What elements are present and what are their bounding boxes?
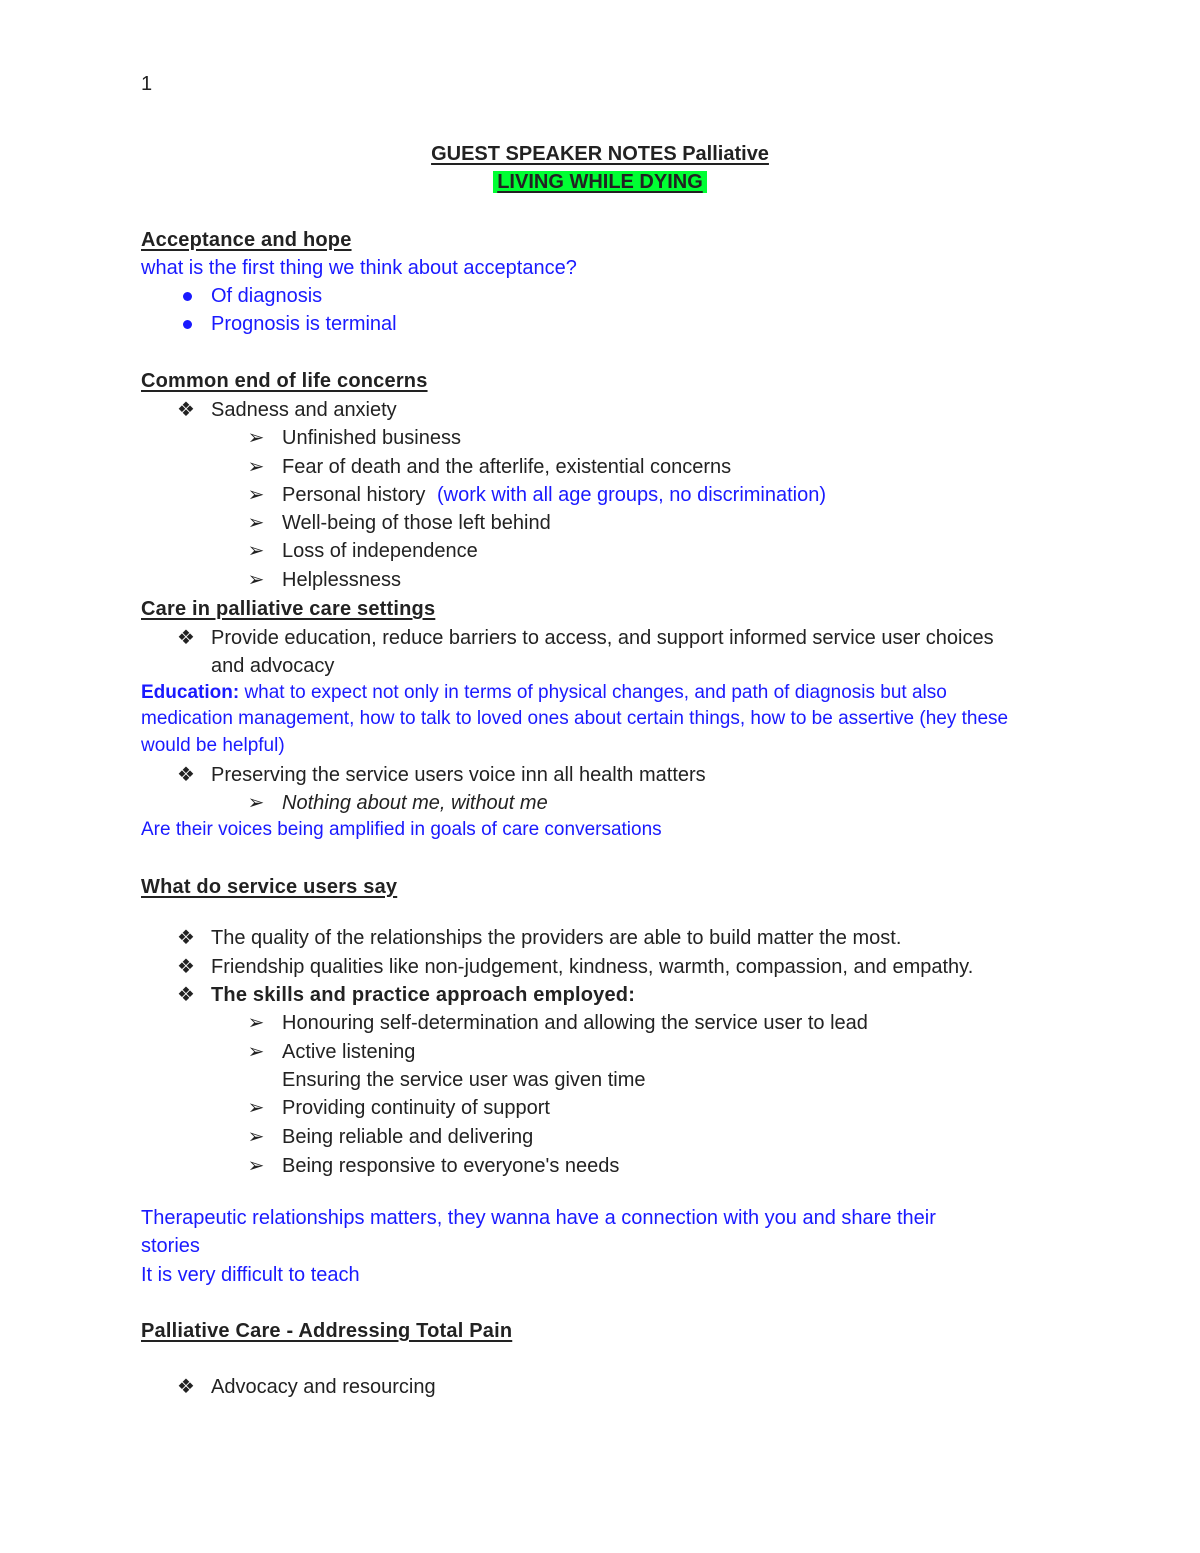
education-note — [141, 681, 947, 705]
arrow-bullet-icon: ➢ — [247, 569, 265, 591]
heading-care-settings: Care in palliative care settings — [141, 598, 436, 620]
acceptance-question: what is the first thing we think about acceptance? — [141, 257, 577, 279]
therapeutic-note: Therapeutic relationships matters, they wanna have a connection with you and share their — [141, 1207, 936, 1229]
list-item: Providing continuity of support — [282, 1097, 550, 1119]
list-item: Honouring self-determination and allowing the service user to lead — [282, 1012, 868, 1034]
list-item: Preserving the service users voice inn all health matters — [211, 764, 706, 786]
heading-service-users: What do service users say — [141, 876, 398, 898]
list-item: Prognosis is terminal — [211, 313, 397, 335]
list-item: Well-being of those left behind — [282, 512, 551, 534]
document-title: GUEST SPEAKER NOTES Palliative — [431, 143, 769, 165]
list-item: Unfinished business — [282, 427, 461, 449]
arrow-bullet-icon: ➢ — [247, 1155, 265, 1177]
highlighted-subtitle: LIVING WHILE DYING — [493, 171, 707, 193]
list-item: Being responsive to everyone's needs — [282, 1155, 620, 1177]
arrow-bullet-icon: ➢ — [247, 484, 265, 506]
list-item: Active listening — [282, 1041, 416, 1063]
heading-concerns: Common end of life concerns — [141, 370, 428, 392]
arrow-bullet-icon: ➢ — [247, 1126, 265, 1148]
personal-history-label: Personal history — [282, 484, 426, 506]
arrow-bullet-icon: ➢ — [247, 512, 265, 534]
list-item: Provide education, reduce barriers to access, and support informed service user choices — [211, 627, 994, 649]
education-text: what to expect not only in terms of physical changes, and path of diagnosis but also — [239, 682, 947, 703]
diamond-bullet-icon: ❖ — [177, 764, 195, 786]
list-item: The quality of the relationships the providers are able to build matter the most. — [211, 927, 902, 949]
arrow-bullet-icon: ➢ — [247, 1012, 265, 1034]
diamond-bullet-icon: ❖ — [177, 1376, 195, 1398]
diamond-bullet-icon: ❖ — [177, 927, 195, 949]
personal-history-note: (work with all age groups, no discrimination) — [436, 484, 827, 506]
therapeutic-note-line2: stories — [141, 1235, 200, 1257]
arrow-bullet-icon: ➢ — [247, 427, 265, 449]
list-item: Loss of independence — [282, 540, 478, 562]
list-item: Of diagnosis — [211, 285, 323, 307]
list-item — [282, 483, 826, 507]
document-subtitle — [0, 170, 1200, 194]
arrow-bullet-icon: ➢ — [247, 456, 265, 478]
arrow-bullet-icon: ➢ — [247, 1041, 265, 1063]
diamond-bullet-icon: ❖ — [177, 399, 195, 421]
teach-note: It is very difficult to teach — [141, 1264, 360, 1286]
arrow-bullet-icon: ➢ — [247, 540, 265, 562]
arrow-bullet-icon: ➢ — [247, 792, 265, 814]
list-item: Sadness and anxiety — [211, 399, 397, 421]
diamond-bullet-icon: ❖ — [177, 956, 195, 978]
heading-total-pain: Palliative Care - Addressing Total Pain — [141, 1320, 513, 1342]
list-item-continuation: Ensuring the service user was given time — [282, 1069, 646, 1091]
heading-acceptance: Acceptance and hope — [141, 229, 352, 251]
bullet-dot-icon — [176, 312, 200, 336]
list-item-continuation: and advocacy — [211, 655, 335, 677]
diamond-bullet-icon: ❖ — [177, 984, 195, 1006]
list-item: Advocacy and resourcing — [211, 1376, 436, 1398]
skills-heading: The skills and practice approach employed: — [211, 984, 636, 1006]
list-item: Fear of death and the afterlife, existential concerns — [282, 456, 732, 478]
page-number: 1 — [141, 73, 153, 95]
arrow-bullet-icon: ➢ — [247, 1097, 265, 1119]
voices-note: Are their voices being amplified in goals of care conversations — [141, 819, 662, 840]
list-item: Friendship qualities like non-judgement, kindness, warmth, compassion, and empathy. — [211, 956, 974, 978]
education-text-line3: would be helpful) — [141, 735, 285, 756]
education-text-line2: medication management, how to talk to loved ones about certain things, how to be assertive (hey these — [141, 708, 1009, 729]
list-item: Being reliable and delivering — [282, 1126, 534, 1148]
list-item: Nothing about me, without me — [282, 792, 548, 814]
list-item: Helplessness — [282, 569, 401, 591]
diamond-bullet-icon: ❖ — [177, 627, 195, 649]
bullet-dot-icon — [176, 284, 200, 308]
education-label: Education: — [141, 682, 240, 703]
